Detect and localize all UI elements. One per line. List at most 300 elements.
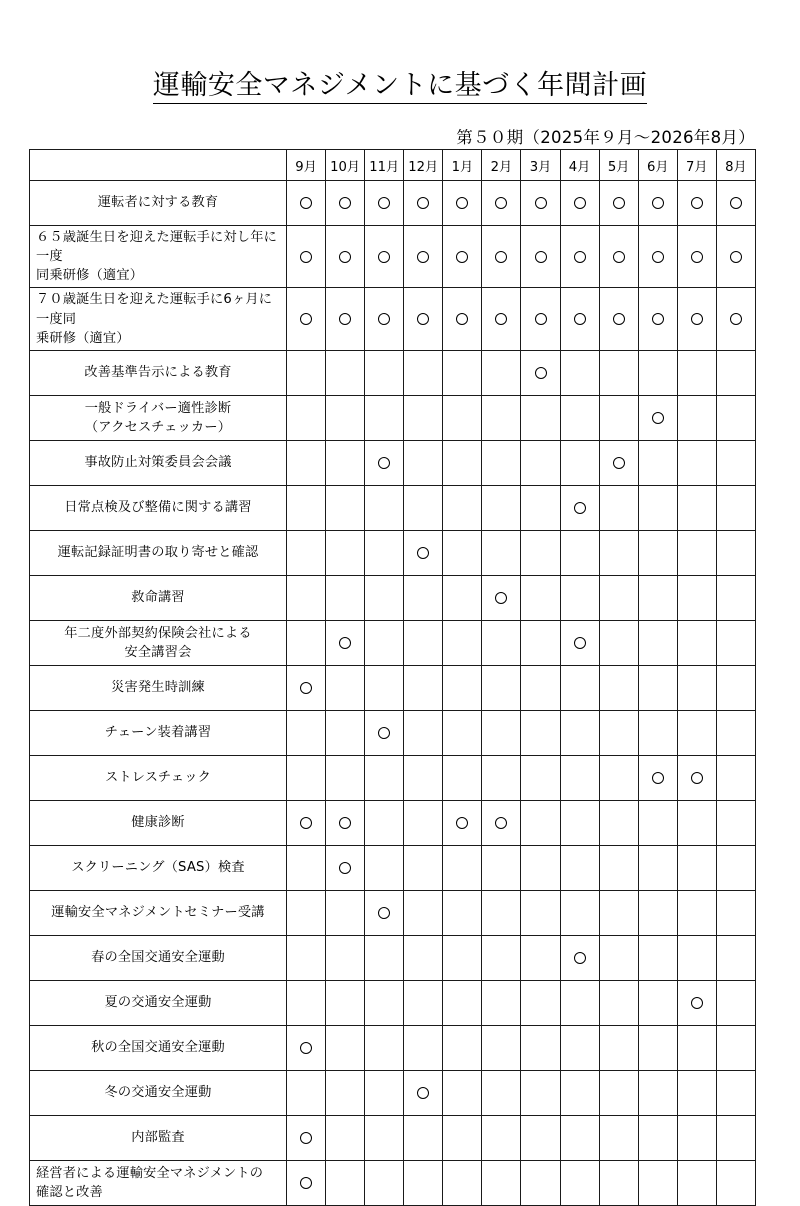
schedule-mark-cell-filled[interactable]: [677, 980, 716, 1025]
schedule-mark-cell-empty[interactable]: [560, 890, 599, 935]
schedule-mark-cell-empty[interactable]: [677, 350, 716, 395]
circle-mark-icon: [339, 862, 351, 874]
schedule-mark-cell-empty[interactable]: [677, 575, 716, 620]
schedule-mark-cell-empty[interactable]: [716, 1115, 755, 1160]
table-row: [30, 755, 756, 800]
schedule-mark-cell-empty[interactable]: [521, 755, 560, 800]
schedule-mark-cell-empty[interactable]: [716, 845, 755, 890]
schedule-mark-cell-empty[interactable]: [365, 350, 404, 395]
schedule-mark-cell-empty[interactable]: [521, 575, 560, 620]
schedule-mark-cell-empty[interactable]: [599, 845, 638, 890]
schedule-mark-cell-empty[interactable]: [599, 935, 638, 980]
schedule-mark-cell-filled[interactable]: [326, 288, 365, 350]
schedule-mark-cell-empty[interactable]: [404, 890, 443, 935]
schedule-mark-cell-empty[interactable]: [716, 395, 755, 440]
schedule-mark-cell-empty[interactable]: [404, 845, 443, 890]
schedule-mark-cell-empty[interactable]: [677, 530, 716, 575]
schedule-mark-cell-empty[interactable]: [404, 575, 443, 620]
schedule-mark-cell-filled[interactable]: [404, 181, 443, 226]
schedule-mark-cell-empty[interactable]: [521, 890, 560, 935]
schedule-mark-cell-empty[interactable]: [599, 980, 638, 1025]
month-header-6: 2月: [482, 150, 521, 181]
schedule-mark-cell-empty[interactable]: [482, 485, 521, 530]
schedule-mark-cell-empty[interactable]: [326, 530, 365, 575]
schedule-mark-cell-empty[interactable]: [482, 440, 521, 485]
schedule-mark-cell-empty[interactable]: [287, 530, 326, 575]
schedule-mark-cell-filled[interactable]: [365, 710, 404, 755]
schedule-mark-cell-filled[interactable]: [443, 800, 482, 845]
schedule-mark-cell-empty[interactable]: [287, 395, 326, 440]
schedule-mark-cell-empty[interactable]: [716, 1025, 755, 1070]
schedule-mark-cell-empty[interactable]: [638, 845, 677, 890]
schedule-mark-cell-empty[interactable]: [443, 665, 482, 710]
schedule-mark-cell-empty[interactable]: [638, 575, 677, 620]
schedule-mark-cell-empty[interactable]: [599, 620, 638, 665]
schedule-mark-cell-empty[interactable]: [365, 530, 404, 575]
schedule-mark-cell-empty[interactable]: [521, 1160, 560, 1205]
schedule-mark-cell-empty[interactable]: [482, 935, 521, 980]
circle-mark-icon: [417, 1087, 429, 1099]
schedule-mark-cell-empty[interactable]: [638, 890, 677, 935]
schedule-mark-cell-empty[interactable]: [560, 440, 599, 485]
circle-mark-icon: [300, 682, 312, 694]
schedule-mark-cell-empty[interactable]: [638, 1115, 677, 1160]
schedule-mark-cell-filled[interactable]: [560, 485, 599, 530]
schedule-mark-cell-empty[interactable]: [443, 1160, 482, 1205]
schedule-mark-cell-empty[interactable]: [716, 935, 755, 980]
schedule-mark-cell-filled[interactable]: [365, 440, 404, 485]
schedule-mark-cell-empty[interactable]: [677, 395, 716, 440]
schedule-mark-cell-filled[interactable]: [521, 350, 560, 395]
schedule-mark-cell-empty[interactable]: [326, 1070, 365, 1115]
schedule-mark-cell-empty[interactable]: [287, 620, 326, 665]
schedule-mark-cell-empty[interactable]: [677, 890, 716, 935]
schedule-mark-cell-empty[interactable]: [404, 980, 443, 1025]
activity-label: ストレスチェック: [30, 755, 287, 800]
schedule-mark-cell-filled[interactable]: [365, 288, 404, 350]
schedule-mark-cell-empty[interactable]: [677, 1115, 716, 1160]
schedule-mark-cell-filled[interactable]: [638, 181, 677, 226]
schedule-mark-cell-empty[interactable]: [521, 530, 560, 575]
table-row: [30, 890, 756, 935]
schedule-mark-cell-empty[interactable]: [599, 485, 638, 530]
schedule-mark-cell-empty[interactable]: [521, 845, 560, 890]
schedule-mark-cell-empty[interactable]: [638, 530, 677, 575]
schedule-mark-cell-empty[interactable]: [404, 620, 443, 665]
schedule-mark-cell-empty[interactable]: [560, 845, 599, 890]
schedule-mark-cell-empty[interactable]: [677, 620, 716, 665]
schedule-mark-cell-empty[interactable]: [677, 485, 716, 530]
schedule-mark-cell-filled[interactable]: [716, 181, 755, 226]
schedule-mark-cell-empty[interactable]: [404, 350, 443, 395]
schedule-mark-cell-filled[interactable]: [287, 181, 326, 226]
schedule-mark-cell-filled[interactable]: [482, 800, 521, 845]
schedule-mark-cell-filled[interactable]: [365, 890, 404, 935]
schedule-mark-cell-empty[interactable]: [599, 1070, 638, 1115]
schedule-mark-cell-empty[interactable]: [287, 485, 326, 530]
schedule-mark-cell-empty[interactable]: [326, 1160, 365, 1205]
schedule-mark-cell-empty[interactable]: [404, 800, 443, 845]
schedule-mark-cell-empty[interactable]: [404, 665, 443, 710]
schedule-mark-cell-empty[interactable]: [287, 1070, 326, 1115]
schedule-mark-cell-empty[interactable]: [326, 935, 365, 980]
schedule-mark-cell-empty[interactable]: [560, 530, 599, 575]
schedule-mark-cell-empty[interactable]: [443, 1115, 482, 1160]
schedule-mark-cell-filled[interactable]: [716, 226, 755, 288]
schedule-mark-cell-filled[interactable]: [326, 620, 365, 665]
schedule-mark-cell-empty[interactable]: [443, 530, 482, 575]
schedule-mark-cell-empty[interactable]: [716, 665, 755, 710]
table-row: [30, 980, 756, 1025]
schedule-mark-cell-filled[interactable]: [287, 1025, 326, 1070]
schedule-mark-cell-empty[interactable]: [638, 665, 677, 710]
schedule-mark-cell-empty[interactable]: [443, 845, 482, 890]
schedule-mark-cell-filled[interactable]: [677, 288, 716, 350]
schedule-mark-cell-empty[interactable]: [677, 845, 716, 890]
schedule-mark-cell-empty[interactable]: [599, 890, 638, 935]
activity-label: 改善基準告示による教育: [30, 350, 287, 395]
schedule-mark-cell-empty[interactable]: [443, 350, 482, 395]
schedule-mark-cell-empty[interactable]: [482, 1025, 521, 1070]
circle-mark-icon: [339, 197, 351, 209]
schedule-mark-cell-empty[interactable]: [365, 935, 404, 980]
activity-label: 年二度外部契約保険会社による 安全講習会: [30, 620, 287, 665]
schedule-mark-cell-empty[interactable]: [716, 530, 755, 575]
schedule-mark-cell-filled[interactable]: [677, 226, 716, 288]
schedule-mark-cell-empty[interactable]: [443, 935, 482, 980]
schedule-mark-cell-filled[interactable]: [287, 800, 326, 845]
schedule-mark-cell-empty[interactable]: [638, 350, 677, 395]
schedule-mark-cell-empty[interactable]: [599, 1115, 638, 1160]
schedule-mark-cell-empty[interactable]: [443, 575, 482, 620]
schedule-mark-cell-empty[interactable]: [560, 755, 599, 800]
schedule-mark-cell-empty[interactable]: [677, 1025, 716, 1070]
schedule-mark-cell-empty[interactable]: [404, 395, 443, 440]
schedule-mark-cell-empty[interactable]: [560, 1070, 599, 1115]
schedule-mark-cell-empty[interactable]: [599, 395, 638, 440]
circle-mark-icon: [535, 197, 547, 209]
schedule-mark-cell-filled[interactable]: [404, 288, 443, 350]
schedule-mark-cell-empty[interactable]: [560, 1160, 599, 1205]
schedule-mark-cell-empty[interactable]: [638, 1025, 677, 1070]
schedule-mark-cell-empty[interactable]: [365, 665, 404, 710]
schedule-mark-cell-empty[interactable]: [560, 350, 599, 395]
schedule-mark-cell-filled[interactable]: [560, 620, 599, 665]
schedule-mark-cell-filled[interactable]: [287, 1115, 326, 1160]
schedule-mark-cell-empty[interactable]: [365, 1070, 404, 1115]
schedule-mark-cell-empty[interactable]: [326, 980, 365, 1025]
schedule-mark-cell-empty[interactable]: [443, 440, 482, 485]
schedule-mark-cell-empty[interactable]: [716, 440, 755, 485]
schedule-mark-cell-empty[interactable]: [404, 935, 443, 980]
schedule-mark-cell-filled[interactable]: [560, 935, 599, 980]
schedule-mark-cell-empty[interactable]: [560, 395, 599, 440]
schedule-mark-cell-empty[interactable]: [365, 575, 404, 620]
schedule-mark-cell-empty[interactable]: [326, 755, 365, 800]
schedule-mark-cell-filled[interactable]: [638, 395, 677, 440]
schedule-mark-cell-empty[interactable]: [716, 350, 755, 395]
activity-label: 救命講習: [30, 575, 287, 620]
circle-mark-icon: [300, 251, 312, 263]
schedule-mark-cell-empty[interactable]: [716, 800, 755, 845]
schedule-mark-cell-filled[interactable]: [521, 288, 560, 350]
schedule-mark-cell-empty[interactable]: [560, 1025, 599, 1070]
schedule-mark-cell-empty[interactable]: [326, 1025, 365, 1070]
schedule-mark-cell-empty[interactable]: [599, 1160, 638, 1205]
schedule-mark-cell-filled[interactable]: [482, 226, 521, 288]
schedule-mark-cell-filled[interactable]: [326, 181, 365, 226]
schedule-mark-cell-filled[interactable]: [599, 440, 638, 485]
schedule-mark-cell-empty[interactable]: [326, 485, 365, 530]
schedule-mark-cell-empty[interactable]: [482, 1070, 521, 1115]
schedule-mark-cell-empty[interactable]: [326, 575, 365, 620]
schedule-mark-cell-empty[interactable]: [716, 1160, 755, 1205]
schedule-mark-cell-empty[interactable]: [365, 620, 404, 665]
schedule-mark-cell-empty[interactable]: [599, 1025, 638, 1070]
schedule-mark-cell-empty[interactable]: [482, 710, 521, 755]
schedule-mark-cell-empty[interactable]: [677, 440, 716, 485]
schedule-mark-cell-empty[interactable]: [287, 440, 326, 485]
schedule-mark-cell-filled[interactable]: [599, 181, 638, 226]
schedule-mark-cell-filled[interactable]: [482, 288, 521, 350]
schedule-mark-cell-filled[interactable]: [287, 288, 326, 350]
schedule-mark-cell-empty[interactable]: [521, 1115, 560, 1160]
schedule-mark-cell-filled[interactable]: [443, 226, 482, 288]
schedule-mark-cell-empty[interactable]: [482, 1115, 521, 1160]
schedule-mark-cell-filled[interactable]: [287, 1160, 326, 1205]
schedule-mark-cell-empty[interactable]: [326, 1115, 365, 1160]
schedule-mark-cell-empty[interactable]: [716, 710, 755, 755]
schedule-mark-cell-empty[interactable]: [521, 665, 560, 710]
schedule-mark-cell-empty[interactable]: [521, 980, 560, 1025]
schedule-mark-cell-filled[interactable]: [560, 288, 599, 350]
schedule-mark-cell-empty[interactable]: [404, 1025, 443, 1070]
schedule-mark-cell-empty[interactable]: [482, 530, 521, 575]
table-body: [30, 181, 756, 1206]
schedule-mark-cell-empty[interactable]: [482, 395, 521, 440]
schedule-mark-cell-empty[interactable]: [326, 395, 365, 440]
schedule-mark-cell-empty[interactable]: [482, 665, 521, 710]
schedule-mark-cell-filled[interactable]: [404, 1070, 443, 1115]
circle-mark-icon: [691, 251, 703, 263]
schedule-mark-cell-empty[interactable]: [443, 485, 482, 530]
schedule-mark-cell-empty[interactable]: [365, 395, 404, 440]
schedule-mark-cell-filled[interactable]: [677, 755, 716, 800]
schedule-mark-cell-empty[interactable]: [677, 1070, 716, 1115]
schedule-mark-cell-empty[interactable]: [638, 620, 677, 665]
schedule-mark-cell-empty[interactable]: [716, 980, 755, 1025]
schedule-mark-cell-empty[interactable]: [560, 710, 599, 755]
schedule-mark-cell-empty[interactable]: [677, 1160, 716, 1205]
schedule-mark-cell-empty[interactable]: [287, 350, 326, 395]
schedule-mark-cell-empty[interactable]: [287, 980, 326, 1025]
schedule-mark-cell-empty[interactable]: [443, 395, 482, 440]
schedule-mark-cell-empty[interactable]: [560, 575, 599, 620]
schedule-mark-cell-empty[interactable]: [287, 935, 326, 980]
schedule-mark-cell-empty[interactable]: [287, 710, 326, 755]
schedule-mark-cell-empty[interactable]: [638, 440, 677, 485]
schedule-mark-cell-empty[interactable]: [482, 980, 521, 1025]
table-row: [30, 288, 756, 350]
schedule-mark-cell-filled[interactable]: [326, 800, 365, 845]
schedule-mark-cell-empty[interactable]: [443, 755, 482, 800]
schedule-mark-cell-empty[interactable]: [287, 755, 326, 800]
circle-mark-icon: [652, 412, 664, 424]
schedule-mark-cell-empty[interactable]: [638, 485, 677, 530]
circle-mark-icon: [339, 637, 351, 649]
schedule-mark-cell-filled[interactable]: [443, 181, 482, 226]
schedule-mark-cell-empty[interactable]: [482, 1160, 521, 1205]
schedule-mark-cell-empty[interactable]: [599, 665, 638, 710]
schedule-mark-cell-empty[interactable]: [404, 440, 443, 485]
schedule-mark-cell-filled[interactable]: [326, 845, 365, 890]
schedule-mark-cell-empty[interactable]: [365, 845, 404, 890]
schedule-mark-cell-empty[interactable]: [638, 800, 677, 845]
schedule-mark-cell-empty[interactable]: [404, 1115, 443, 1160]
schedule-mark-cell-empty[interactable]: [677, 935, 716, 980]
schedule-mark-cell-empty[interactable]: [638, 710, 677, 755]
schedule-mark-cell-filled[interactable]: [521, 226, 560, 288]
schedule-mark-cell-empty[interactable]: [716, 1070, 755, 1115]
schedule-mark-cell-empty[interactable]: [326, 890, 365, 935]
schedule-mark-cell-empty[interactable]: [599, 800, 638, 845]
schedule-mark-cell-filled[interactable]: [287, 665, 326, 710]
schedule-mark-cell-empty[interactable]: [560, 980, 599, 1025]
schedule-mark-cell-empty[interactable]: [287, 890, 326, 935]
schedule-mark-cell-filled[interactable]: [287, 226, 326, 288]
schedule-mark-cell-empty[interactable]: [443, 890, 482, 935]
schedule-mark-cell-filled[interactable]: [638, 226, 677, 288]
schedule-mark-cell-empty[interactable]: [716, 575, 755, 620]
schedule-mark-cell-empty[interactable]: [716, 620, 755, 665]
schedule-mark-cell-empty[interactable]: [482, 755, 521, 800]
schedule-mark-cell-empty[interactable]: [521, 1070, 560, 1115]
schedule-mark-cell-filled[interactable]: [638, 755, 677, 800]
circle-mark-icon: [574, 952, 586, 964]
circle-mark-icon: [456, 313, 468, 325]
schedule-mark-cell-empty[interactable]: [599, 575, 638, 620]
schedule-mark-cell-filled[interactable]: [560, 226, 599, 288]
schedule-mark-cell-empty[interactable]: [443, 620, 482, 665]
schedule-mark-cell-empty[interactable]: [638, 1160, 677, 1205]
schedule-mark-cell-filled[interactable]: [482, 575, 521, 620]
schedule-mark-cell-filled[interactable]: [560, 181, 599, 226]
schedule-mark-cell-filled[interactable]: [716, 288, 755, 350]
circle-mark-icon: [652, 197, 664, 209]
circle-mark-icon: [300, 1042, 312, 1054]
schedule-mark-cell-empty[interactable]: [404, 485, 443, 530]
schedule-mark-cell-empty[interactable]: [443, 1070, 482, 1115]
schedule-mark-cell-empty[interactable]: [326, 710, 365, 755]
schedule-mark-cell-filled[interactable]: [638, 288, 677, 350]
schedule-mark-cell-empty[interactable]: [560, 665, 599, 710]
schedule-mark-cell-empty[interactable]: [560, 1115, 599, 1160]
schedule-mark-cell-empty[interactable]: [677, 800, 716, 845]
circle-mark-icon: [691, 772, 703, 784]
schedule-mark-cell-filled[interactable]: [482, 181, 521, 226]
schedule-mark-cell-filled[interactable]: [326, 226, 365, 288]
schedule-mark-cell-filled[interactable]: [404, 226, 443, 288]
schedule-mark-cell-empty[interactable]: [638, 935, 677, 980]
schedule-mark-cell-empty[interactable]: [443, 710, 482, 755]
schedule-mark-cell-empty[interactable]: [326, 350, 365, 395]
schedule-mark-cell-filled[interactable]: [521, 181, 560, 226]
circle-mark-icon: [300, 313, 312, 325]
schedule-mark-cell-empty[interactable]: [677, 665, 716, 710]
circle-mark-icon: [730, 197, 742, 209]
schedule-mark-cell-empty[interactable]: [521, 1025, 560, 1070]
schedule-mark-cell-filled[interactable]: [404, 530, 443, 575]
schedule-mark-cell-filled[interactable]: [599, 226, 638, 288]
schedule-mark-cell-empty[interactable]: [404, 755, 443, 800]
schedule-mark-cell-empty[interactable]: [326, 665, 365, 710]
schedule-mark-cell-empty[interactable]: [521, 710, 560, 755]
table-row: [30, 440, 756, 485]
schedule-mark-cell-filled[interactable]: [365, 181, 404, 226]
schedule-mark-cell-empty[interactable]: [365, 980, 404, 1025]
schedule-mark-cell-empty[interactable]: [716, 755, 755, 800]
schedule-mark-cell-empty[interactable]: [482, 845, 521, 890]
table-row: [30, 395, 756, 440]
schedule-mark-cell-empty[interactable]: [716, 890, 755, 935]
schedule-mark-cell-empty[interactable]: [365, 1160, 404, 1205]
schedule-mark-cell-filled[interactable]: [365, 226, 404, 288]
schedule-mark-cell-empty[interactable]: [365, 1025, 404, 1070]
circle-mark-icon: [495, 251, 507, 263]
schedule-mark-cell-empty[interactable]: [599, 350, 638, 395]
schedule-mark-cell-empty[interactable]: [638, 980, 677, 1025]
circle-mark-icon: [378, 197, 390, 209]
schedule-mark-cell-empty[interactable]: [365, 755, 404, 800]
schedule-mark-cell-empty[interactable]: [365, 800, 404, 845]
circle-mark-icon: [495, 197, 507, 209]
circle-mark-icon: [417, 197, 429, 209]
schedule-mark-cell-filled[interactable]: [443, 288, 482, 350]
schedule-mark-cell-empty[interactable]: [443, 1025, 482, 1070]
schedule-mark-cell-filled[interactable]: [677, 181, 716, 226]
schedule-mark-cell-empty[interactable]: [677, 710, 716, 755]
schedule-mark-cell-empty[interactable]: [404, 1160, 443, 1205]
activity-label: 夏の交通安全運動: [30, 980, 287, 1025]
schedule-mark-cell-empty[interactable]: [521, 485, 560, 530]
schedule-mark-cell-filled[interactable]: [599, 288, 638, 350]
schedule-mark-cell-empty[interactable]: [599, 710, 638, 755]
schedule-mark-cell-empty[interactable]: [638, 1070, 677, 1115]
schedule-mark-cell-empty[interactable]: [482, 350, 521, 395]
schedule-mark-cell-empty[interactable]: [599, 755, 638, 800]
schedule-mark-cell-empty[interactable]: [482, 890, 521, 935]
schedule-mark-cell-empty[interactable]: [404, 710, 443, 755]
schedule-mark-cell-empty[interactable]: [521, 620, 560, 665]
schedule-mark-cell-empty[interactable]: [521, 935, 560, 980]
schedule-mark-cell-empty[interactable]: [560, 800, 599, 845]
schedule-mark-cell-empty[interactable]: [287, 845, 326, 890]
schedule-mark-cell-empty[interactable]: [716, 485, 755, 530]
schedule-mark-cell-empty[interactable]: [482, 620, 521, 665]
schedule-mark-cell-empty[interactable]: [443, 980, 482, 1025]
schedule-mark-cell-empty[interactable]: [365, 485, 404, 530]
activity-label: ７０歳誕生日を迎えた運転手に6ヶ月に一度同 乗研修（適宜）: [30, 288, 287, 350]
circle-mark-icon: [378, 907, 390, 919]
schedule-mark-cell-empty[interactable]: [599, 530, 638, 575]
schedule-mark-cell-empty[interactable]: [287, 575, 326, 620]
schedule-mark-cell-empty[interactable]: [521, 800, 560, 845]
schedule-mark-cell-empty[interactable]: [365, 1115, 404, 1160]
schedule-mark-cell-empty[interactable]: [521, 440, 560, 485]
schedule-mark-cell-empty[interactable]: [521, 395, 560, 440]
schedule-mark-cell-empty[interactable]: [326, 440, 365, 485]
circle-mark-icon: [300, 1177, 312, 1189]
